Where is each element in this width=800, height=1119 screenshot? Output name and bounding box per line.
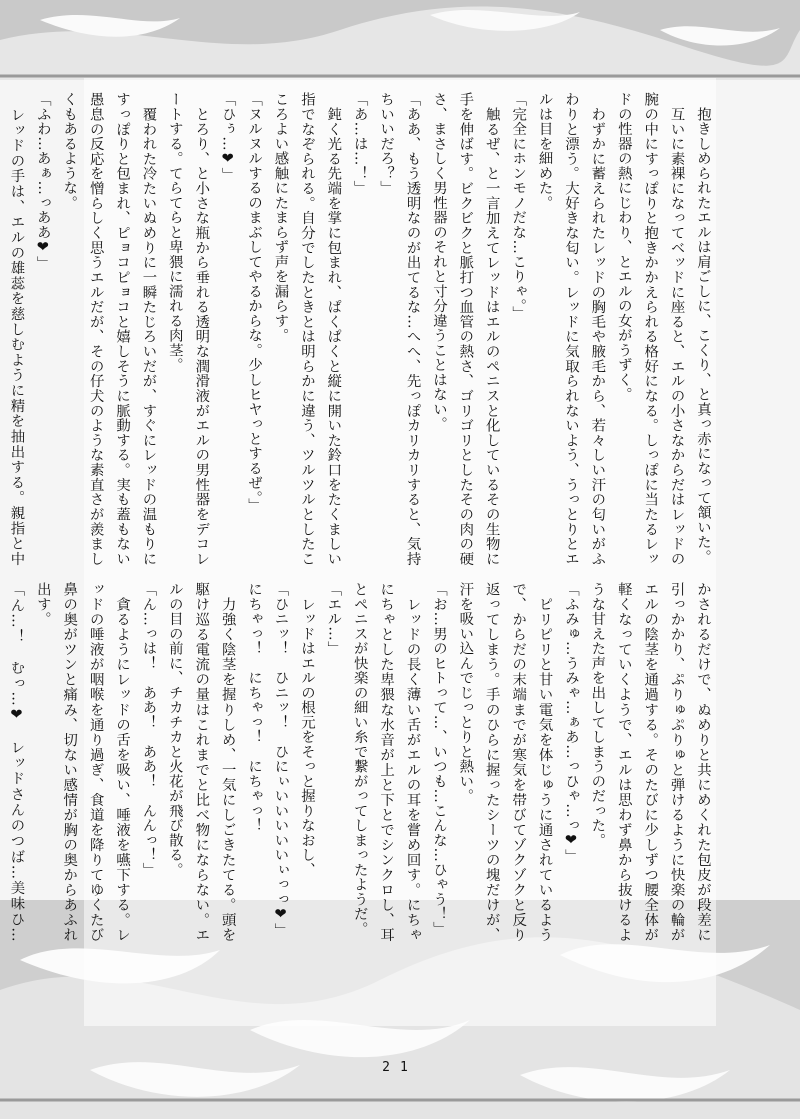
paragraph: わずかに蓄えられたレッドの胸毛や腋毛から、若々しい汗の匂いがふわりと漂う。大好きな匂い。レッドに気取られないよう、うっとりとエルは目を細めた。 [536, 92, 606, 566]
paragraph: 鈍く光る先端を掌に包まれ、ぱくぱくと縦に開いた鈴口をたくましい指でなぞられる。自分でしたときとは明らかに違う、ツルツルとしたこころよい感触にたまらず声を漏らす。 [272, 92, 342, 566]
paragraph: 「ん…っは！ ああ！ ああ！ んんっ！」 [140, 582, 157, 877]
paragraph: レッドはエルの根元をそっと握りなおし、 [298, 582, 315, 877]
paragraph: 「エル…」 [325, 582, 342, 656]
vertical-text-block-bottom [8, 582, 716, 942]
paragraph: とろり、と小さな瓶から垂れる透明な潤滑液がエルの男性器をデコレートする。てらてらと卑猥に濡れる肉茎。 [166, 92, 210, 566]
paragraph: にちゃっ！ にちゃっ！ にちゃっ！ [246, 582, 263, 833]
paragraph: レッドの手は、エルの雄蕊を慈しむように精を抽出する。親指と中 [8, 107, 25, 566]
paragraph: 「ふわ…あぁ…っああ❤」 [34, 92, 51, 271]
paragraph: レッドの長く薄い舌がエルの耳を嘗め回す。にちゃにちゃとした卑猥な水音が上と下とでシンクロし、耳とペニスが快楽の細い糸で繋がってしまったようだ。 [351, 582, 421, 942]
paragraph: 「ふみゅ…うみゃ…ぁあ…っひゃ…っ❤」 [562, 582, 579, 864]
decorative-leaf-border-top [0, 0, 800, 80]
paragraph: 互いに素裸になってベッドに座ると、エルの小さなからだはレッドの腕の中にすっぽりと抱きかかえられる格好になる。しっぽに当たるレッドの性器の熱にじわり、とエルの女がうずく。 [615, 92, 685, 566]
paragraph: 「ん…！ むっ…❤ レッドさんのつば…美味ひ… [8, 582, 25, 942]
paragraph: 抱きしめられたエルは肩ごしに、こくり、と真っ赤になって頷いた。 [695, 92, 711, 564]
paragraph: 「お…男のヒトって…、いつも…こんな…ひゃう！」 [430, 582, 447, 936]
paragraph: 力強く陰茎を握りしめ、一気にしごきたてる。頭を駆け巡る電流の量はこれまでと比べ物にならない。エルの目の前に、チカチカと火花が飛び散る。 [166, 582, 236, 942]
paragraph: かされるだけで、ぬめりと共にめくれた包皮が段差に引っかかり、ぷりゅぷりゅと弾けるように快楽の輪がエルの陰茎を通過する。そのたびに少しずつ腰全体が軽くなっていくようで、エルは思わず鼻から抜けるような甘えた声を出してしまうのだった。 [589, 582, 711, 942]
paragraph: ピリピリと甘い電気を体じゅうに通されているようで、からだの末端までが寒気を帯びてゾクゾクと反り返ってしまう。手のひらに握ったシーツの塊だけが、汗を吸い込んでじっとりと熱い。 [457, 582, 553, 942]
paragraph: 「ひぅ…❤」 [219, 92, 236, 183]
page-number: 21 [382, 1060, 418, 1075]
paragraph: 「あ…は…！」 [351, 92, 368, 196]
paragraph: 「ひニッ！ ひニッ！ ひにぃいいいいいぃっっ❤」 [272, 582, 289, 938]
paragraph: 覆われた冷たいぬめりに一瞬たじろいだが、すぐにレッドの温もりにすっぽりと包まれ、ピョコピョコと嬉しそうに脈動する。実も蓋もない愚息の反応を憎らしく思うエルだが、その仔犬のような素直さが羨ましくもあるような。 [61, 92, 157, 566]
vertical-text-block-top [8, 92, 716, 566]
paragraph: 「ヌルヌルするのまぶしてやるからな。少しヒヤっとするぜ。」 [246, 92, 263, 513]
paragraph: 触るぜ、と一言加えてレッドはエルのペニスと化しているその生物に手を伸ばす。ビクビクと脈打つ血管の熱さ、ゴリゴリとしたその肉の硬さ、まさしく男性器のそれと寸分違うことはない。 [430, 92, 500, 566]
paragraph: 「完全にホンモノだな…こりゃ。」 [510, 92, 527, 321]
paragraph: 貪るようにレッドの舌を吸い、唾液を嚥下する。レッドの唾液が咽喉を通り過ぎ、食道を降りてゆくたび鼻の奥がツンと痛み、切ない感情が胸の奥からあふれ出す。 [34, 582, 131, 942]
paragraph: 「ああ、もう透明なのが出てるな…へへ、先っぽカリカリすると、気持ちいいだろ？」 [378, 92, 421, 566]
